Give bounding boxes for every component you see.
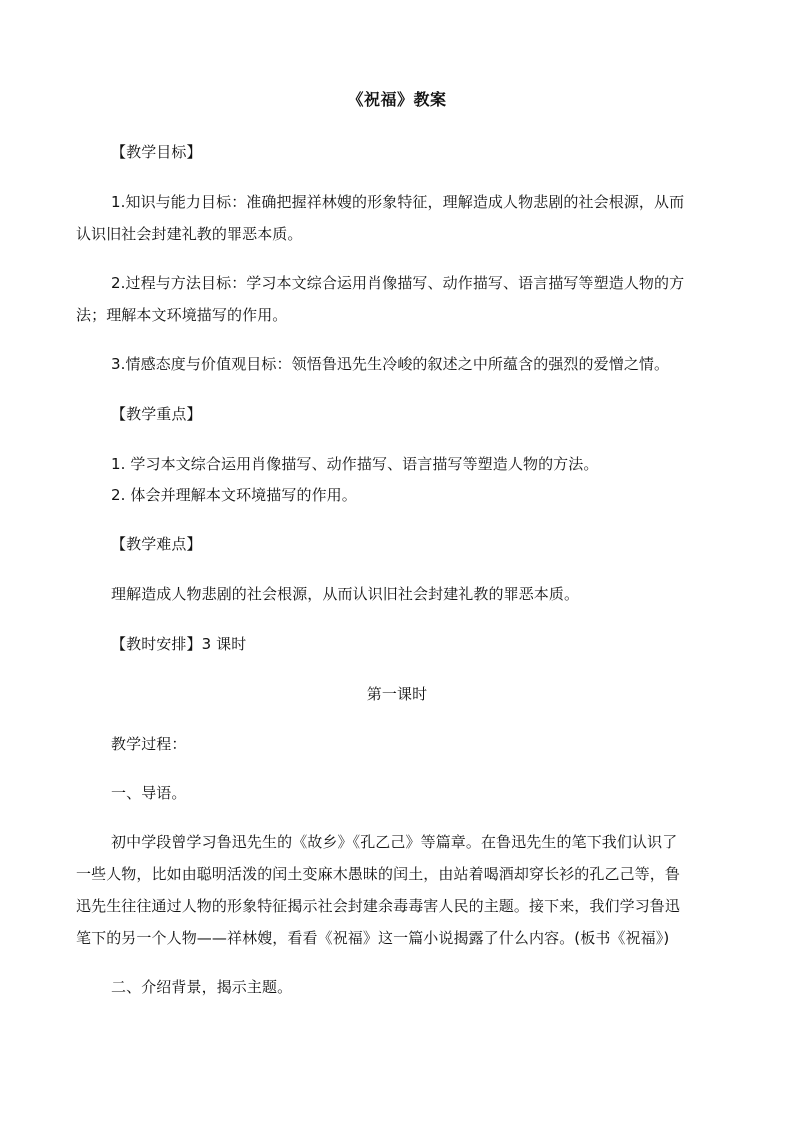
key-point-1: 1. 学习本文综合运用肖像描写、动作描写、语言描写等塑造人物的方法。	[111, 455, 599, 473]
schedule-text: 【教时安排】3 课时	[111, 635, 247, 653]
goal-line-2: 认识旧社会封建礼教的罪恶本质。	[76, 225, 303, 243]
lesson-one-title: 第一课时	[366, 685, 428, 703]
teaching-goals-heading: 【教学目标】	[111, 143, 202, 161]
difficulties-text: 理解造成人物悲剧的社会根源，从而认识旧社会封建礼教的罪恶本质。	[111, 585, 580, 603]
goal-line-5: 3.情感态度与价值观目标：领悟鲁迅先生冷峻的叙述之中所蕴含的强烈的爱憎之情。	[111, 355, 670, 373]
intro-line-3: 迅先生往往通过人物的形象特征揭示社会封建余毒毒害人民的主题。接下来，我们学习鲁迅	[76, 897, 681, 915]
intro-line-2: 一些人物，比如由聪明活泼的闰土变麻木愚昧的闰土，由站着喝酒却穿长衫的孔乙己等，鲁	[76, 865, 681, 883]
key-point-2: 2. 体会并理解本文环境描写的作用。	[111, 486, 357, 504]
intro-line-4: 笔下的另一个人物——祥林嫂，看看《祝福》这一篇小说揭露了什么内容。(板书《祝福》)	[76, 929, 670, 947]
goal-line-1: 1.知识与能力目标：准确把握祥林嫂的形象特征，理解造成人物悲剧的社会根源，从而	[111, 193, 685, 211]
key-points-heading: 【教学重点】	[111, 405, 202, 423]
difficulties-heading: 【教学难点】	[111, 535, 202, 553]
document-title: 《祝福》教案	[347, 90, 447, 109]
part-two-heading: 二、介绍背景，揭示主题。	[111, 978, 293, 996]
part-one-heading: 一、导语。	[111, 784, 187, 802]
intro-line-1: 初中学段曾学习鲁迅先生的《故乡》《孔乙己》等篇章。在鲁迅先生的笔下我们认识了	[111, 833, 678, 851]
goal-line-4: 法；理解本文环境描写的作用。	[76, 306, 288, 324]
goal-line-3: 2.过程与方法目标：学习本文综合运用肖像描写、动作描写、语言描写等塑造人物的方	[111, 274, 685, 292]
process-label: 教学过程：	[111, 735, 187, 753]
